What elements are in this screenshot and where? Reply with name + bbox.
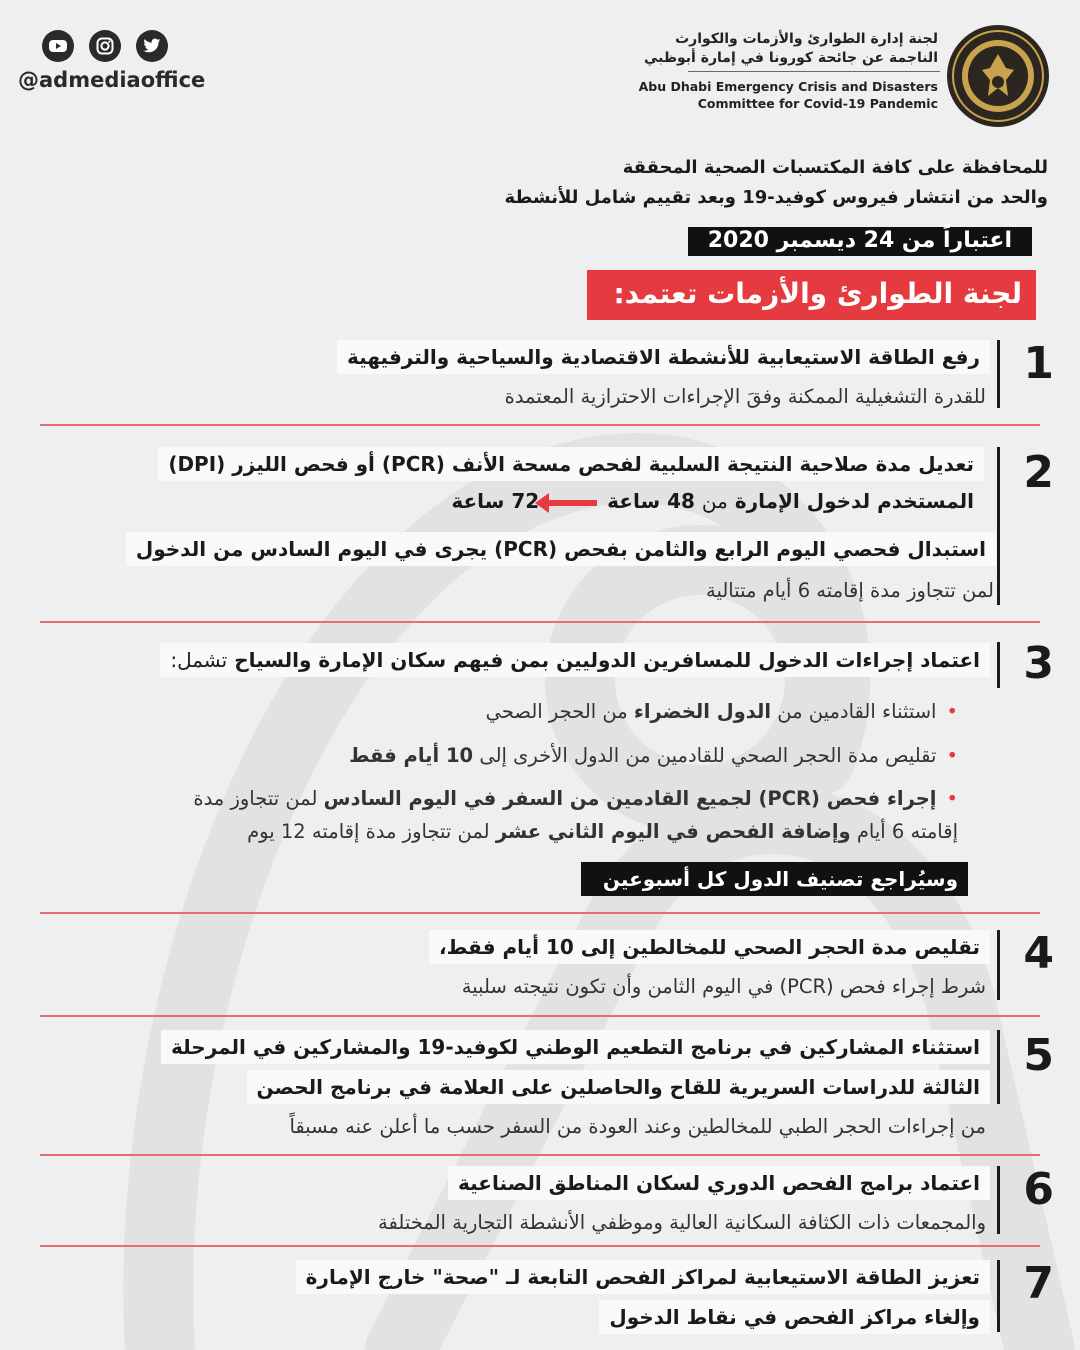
section-3-bullet-2: •تقليص مدة الحجر الصحي للقادمين من الدول الأخرى إلى 10 أيام فقط <box>349 744 958 767</box>
uae-emblem-icon <box>946 24 1050 128</box>
social-handle: @admediaoffice <box>18 68 206 92</box>
section-1-text: للقدرة التشغيلية الممكنة وفقَ الإجراءات الاحترازية المعتمدة <box>504 385 986 408</box>
arrow-left-icon <box>549 500 597 506</box>
section-6-bar <box>997 1166 1000 1234</box>
twitter-icon[interactable] <box>136 30 168 62</box>
org-divider <box>688 71 940 72</box>
section-5-heading-line1: استثناء المشاركين في برنامج التطعيم الوطني لكوفيد-19 والمشاركين في المرحلة <box>161 1030 990 1064</box>
section-5-bar <box>997 1030 1000 1104</box>
section-3-note: وسيُراجع تصنيف الدول كل أسبوعين <box>581 862 968 896</box>
section-4-number: 4 <box>1023 928 1054 979</box>
section-3-heading: اعتماد إجراءات الدخول للمسافرين الدوليين بمن فيهم سكان الإمارة والسياح تشمل: <box>160 643 990 677</box>
section-divider <box>40 424 1040 426</box>
title-banner: لجنة الطوارئ والأزمات تعتمد: <box>587 270 1036 320</box>
section-3-bullet-3: •إجراء فحص (PCR) لجميع القادمين من السفر في اليوم السادس لمن تتجاوز مدة <box>193 787 958 810</box>
section-6-heading: اعتماد برامج الفحص الدوري لسكان المناطق الصناعية <box>448 1166 990 1200</box>
section-7-bar <box>997 1260 1000 1332</box>
section-divider <box>40 1015 1040 1017</box>
section-2-number: 2 <box>1023 447 1054 498</box>
section-divider <box>40 621 1040 623</box>
section-6-number: 6 <box>1023 1164 1054 1215</box>
section-2-heading-line2: المستخدم لدخول الإمارة من 48 ساعة72 ساعة <box>451 489 974 513</box>
section-4-bar <box>997 930 1000 1000</box>
section-divider <box>40 1245 1040 1247</box>
section-divider <box>40 912 1040 914</box>
section-4-text: شرط إجراء فحص (PCR) في اليوم الثامن وأن تكون نتيجته سلبية <box>461 975 986 998</box>
org-name-arabic: لجنة إدارة الطوارئ والأزمات والكوارث الناجمة عن جائحة كورونا في إمارة أبوظبي <box>643 31 938 66</box>
intro-text: للمحافظة على كافة المكتسبات الصحية المحققة والحد من انتشار فيروس كوفيد-19 وبعد تقييم شامل للأنشطة <box>504 157 1048 208</box>
section-2-bar <box>997 447 1000 605</box>
section-1-number: 1 <box>1023 338 1054 389</box>
section-4-heading: تقليص مدة الحجر الصحي للمخالطين إلى 10 أيام فقط، <box>429 930 990 964</box>
section-1-bar <box>997 340 1000 408</box>
section-divider <box>40 1154 1040 1156</box>
section-2-heading-line1: تعديل مدة صلاحية النتيجة السلبية لفحص مسحة الأنف (PCR) أو فحص الليزر (DPI) <box>158 447 984 481</box>
section-3-bullet-1: •استثناء القادمين من الدول الخضراء من الحجر الصحي <box>485 700 958 723</box>
section-1-heading: رفع الطاقة الاستيعابية للأنشطة الاقتصادية والسياحية والترفيهية <box>337 340 990 374</box>
youtube-icon[interactable] <box>42 30 74 62</box>
section-7-number: 7 <box>1023 1258 1054 1309</box>
social-links <box>42 30 168 62</box>
section-7-heading-line1: تعزيز الطاقة الاستيعابية لمراكز الفحص التابعة لـ "صحة" خارج الإمارة <box>296 1260 990 1294</box>
date-banner: اعتباراً من 24 ديسمبر 2020 <box>688 227 1032 256</box>
section-5-number: 5 <box>1023 1030 1054 1081</box>
section-5-text: من إجراءات الحجر الطبي للمخالطين وعند العودة من السفر حسب ما أعلن عنه مسبقاً <box>289 1115 986 1138</box>
org-name-english: Abu Dhabi Emergency Crisis and Disasters Committee for Covid-19 Pandemic <box>638 79 938 111</box>
instagram-icon[interactable] <box>89 30 121 62</box>
section-2-text: لمن تتجاوز مدة إقامته 6 أيام متتالية <box>705 579 994 602</box>
section-2-subheading: استبدال فحصي اليوم الرابع والثامن بفحص (PCR) يجرى في اليوم السادس من الدخول <box>126 532 996 566</box>
section-3-bullet-3-cont: إقامته 6 أيام وإضافة الفحص في اليوم الثاني عشر لمن تتجاوز مدة إقامته 12 يوم <box>247 820 958 843</box>
section-5-heading-line2: الثالثة للدراسات السريرية للقاح والحاصلين على العلامة في برنامج الحصن <box>247 1070 991 1104</box>
section-3-number: 3 <box>1023 638 1054 689</box>
section-7-heading-line2: وإلغاء مراكز الفحص في نقاط الدخول <box>599 1300 990 1334</box>
section-3-bar <box>997 642 1000 688</box>
section-6-text: والمجمعات ذات الكثافة السكانية العالية وموظفي الأنشطة التجارية المختلفة <box>378 1211 986 1234</box>
